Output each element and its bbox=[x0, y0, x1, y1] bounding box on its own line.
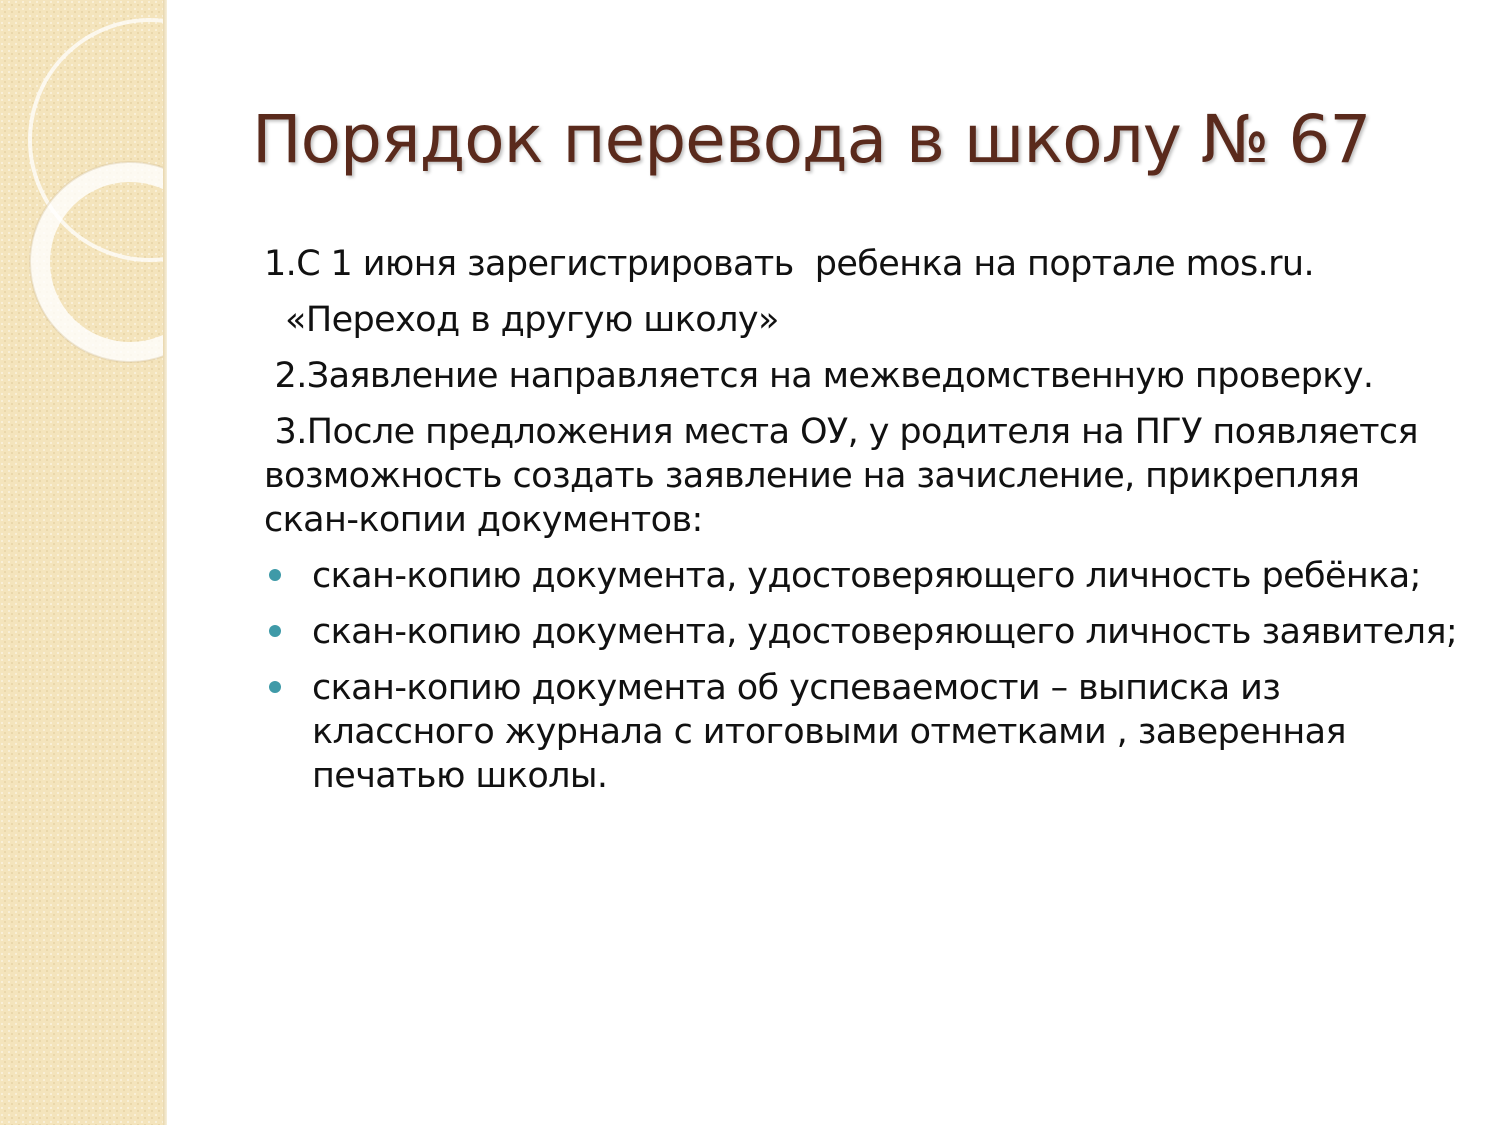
bullet-icon bbox=[269, 681, 281, 693]
list-item-text: скан-копию документа, удостоверяющего личность заявителя; bbox=[312, 612, 1458, 652]
list-item bbox=[264, 610, 1459, 654]
decorative-side-panel bbox=[0, 0, 165, 1125]
list-item-text: скан-копию документа об успеваемости – выписка из классного журнала с итоговыми отметками , заверенная печатью школы. bbox=[312, 668, 1346, 796]
documents-list bbox=[264, 554, 1459, 798]
bullet-icon bbox=[269, 569, 281, 581]
slide-title: Порядок перевода в школу № 67 bbox=[252, 101, 1371, 178]
list-item bbox=[264, 666, 1459, 798]
slide-content bbox=[264, 242, 1459, 810]
side-panel-edge bbox=[163, 0, 167, 1125]
list-item-text: скан-копию документа, удостоверяющего личность ребёнка; bbox=[312, 556, 1421, 596]
step-3-text: 3.После предложения места ОУ, у родителя на ПГУ появляется возможность создать заявление на зачисление, прикрепляя скан-копии документов: bbox=[264, 412, 1429, 540]
list-item bbox=[264, 554, 1459, 598]
decorative-rings bbox=[0, 0, 165, 1125]
step-2-text: 2.Заявление направляется на межведомственную проверку. bbox=[264, 356, 1374, 396]
step-1-text: 1.С 1 июня зарегистрировать ребенка на портале mos.ru. bbox=[264, 244, 1315, 284]
step-1-service-name: «Переход в другую школу» bbox=[264, 300, 779, 340]
bullet-icon bbox=[269, 625, 281, 637]
